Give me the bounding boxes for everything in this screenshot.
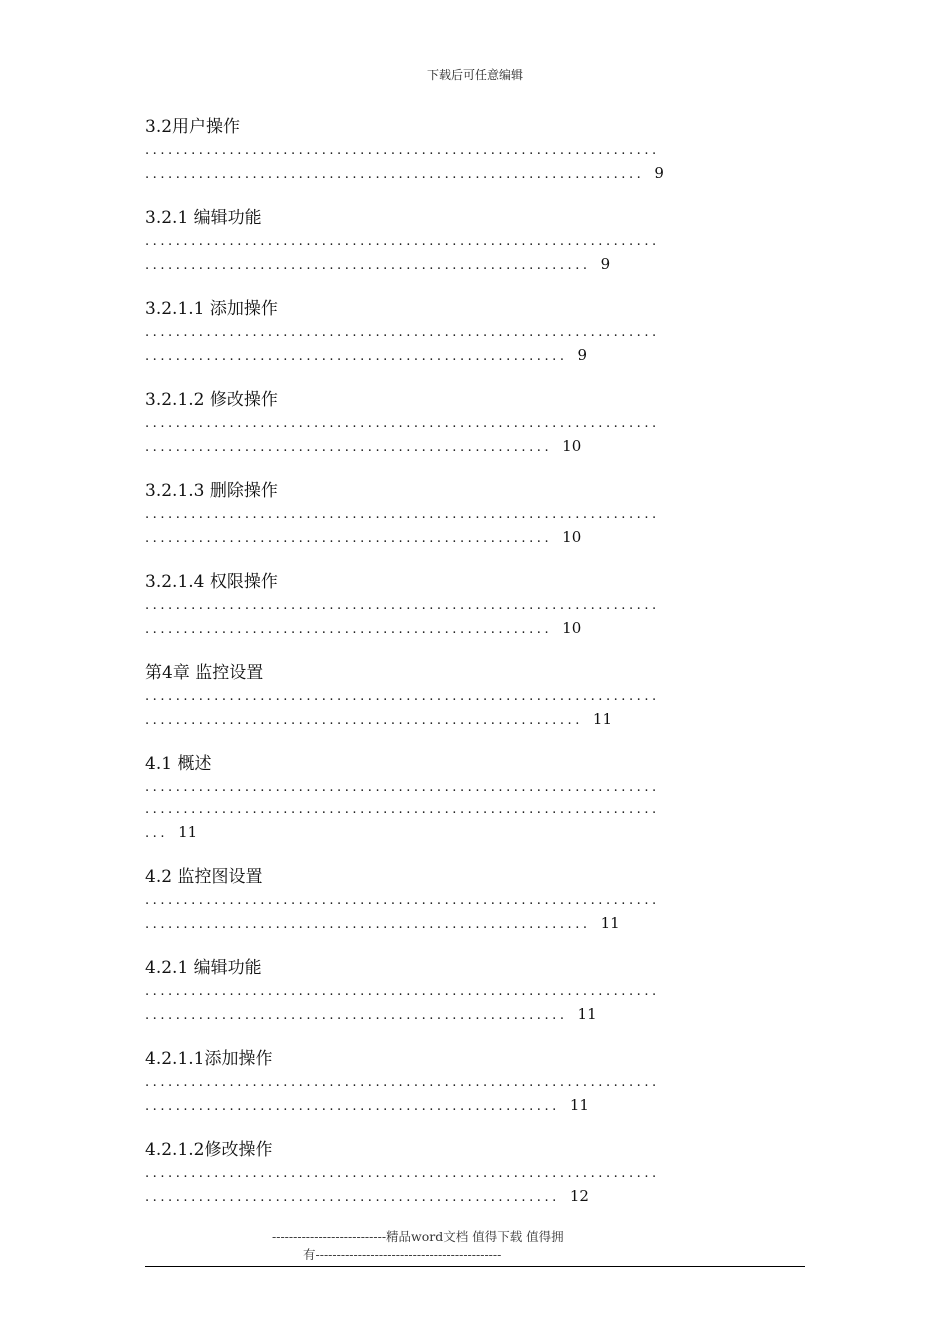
toc-leader-dots: ..................................................... [145, 440, 553, 455]
toc-entry[interactable] [145, 387, 805, 457]
toc-leader-dots: ....................................................... [145, 349, 568, 364]
toc-entry-title: 4.2 监控图设置 [145, 867, 263, 887]
toc-leader-last-line [145, 526, 805, 548]
toc-leader-dots: ................................................................. [145, 167, 645, 182]
toc-entry[interactable] [145, 1137, 805, 1207]
toc-leader-last-line [145, 912, 805, 934]
toc-leader-dots: ..................................................... [145, 531, 553, 546]
toc-page-number: 11 [178, 823, 198, 841]
toc-leader-dots: ................................................................... [145, 1075, 660, 1090]
toc-entry-title: 4.2.1.1添加操作 [145, 1049, 273, 1069]
page-header: 下载后可任意编辑 [426, 68, 523, 82]
toc-leader-last-line [145, 1003, 805, 1025]
toc-leader-dots: ................................................................... [145, 984, 660, 999]
toc-entry[interactable] [145, 864, 805, 934]
toc-entry-title: 3.2.1.1 添加操作 [145, 299, 278, 319]
toc-leader-last-line [145, 1094, 805, 1116]
toc-page-number: 9 [577, 346, 588, 364]
toc-page-number: 10 [562, 528, 582, 546]
toc-entry[interactable] [145, 296, 805, 366]
toc-leader-dots: ................................................................... [145, 893, 660, 908]
toc-leader-dots: .......................................................... [145, 917, 591, 932]
toc-leader-last-line [145, 617, 805, 639]
toc-page-number: 9 [654, 164, 664, 182]
toc-entry-title: 3.2.1 编辑功能 [145, 208, 262, 228]
page-footer [145, 1228, 805, 1267]
toc-entry-title: 3.2.1.4 权限操作 [145, 572, 278, 592]
toc-leader-dots: ................................................................... [145, 507, 660, 522]
toc-leader-dots: ...................................................... [145, 1099, 560, 1114]
toc-entry-title: 4.2.1 编辑功能 [145, 958, 262, 978]
toc-leader-dots: ................................................................... [145, 234, 660, 249]
toc-leader-last-line [145, 708, 805, 730]
footer-line-1: ---------------------------精品word文档 值得下载 值得拥 [272, 1229, 564, 1244]
toc-leader-dots: ..................................................... [145, 622, 553, 637]
footer-rule [145, 1266, 805, 1267]
toc-page-number: 11 [592, 710, 612, 728]
toc-leader-dots: ................................................................... [145, 598, 660, 613]
toc-page-number: 11 [600, 914, 620, 932]
toc-page-number: 9 [600, 255, 611, 273]
toc-entry-title: 4.2.1.2修改操作 [145, 1140, 273, 1160]
toc-page-number: 12 [569, 1187, 589, 1205]
footer-line-2: 有-------------------------------------------- [303, 1247, 502, 1262]
toc-leader-dots: ................................................................... [145, 802, 660, 817]
toc-leader-last-line [145, 344, 805, 366]
toc-leader-last-line [145, 1185, 805, 1207]
toc-leader-last-line [145, 435, 805, 457]
toc-entry-title: 第4章 监控设置 [145, 663, 264, 683]
toc-leader-dots: ................................................................... [145, 1166, 660, 1181]
toc-entry-title: 4.1 概述 [145, 754, 212, 774]
toc-leader-dots: .......................................................... [145, 258, 591, 273]
toc-entry[interactable] [145, 1046, 805, 1116]
toc-page-number: 11 [569, 1096, 589, 1114]
toc-leader-dots: ....................................................... [145, 1008, 568, 1023]
toc-leader-last-line [145, 821, 805, 843]
toc-entry[interactable] [145, 751, 805, 843]
toc-leader-dots: ................................................................... [145, 780, 660, 795]
toc-leader-last-line [145, 162, 805, 184]
toc-entry-title: 3.2用户操作 [145, 117, 241, 137]
toc-page-number: 10 [562, 437, 582, 455]
toc-leader-last-line [145, 253, 805, 275]
toc-leader-dots: ... [145, 826, 169, 841]
toc-leader-dots: ................................................................... [145, 416, 660, 431]
toc-page-number: 11 [577, 1005, 597, 1023]
toc-entry[interactable] [145, 205, 805, 275]
toc-page-number: 10 [562, 619, 582, 637]
toc-entry-title: 3.2.1.3 删除操作 [145, 481, 278, 501]
toc-leader-dots: ................................................................... [145, 325, 660, 340]
toc-leader-dots: ......................................................... [145, 713, 583, 728]
toc-entry[interactable] [145, 114, 805, 184]
toc-entry-title: 3.2.1.2 修改操作 [145, 390, 278, 410]
toc-leader-dots: ................................................................... [145, 143, 660, 158]
table-of-contents [145, 114, 805, 1228]
toc-leader-dots: ...................................................... [145, 1190, 560, 1205]
toc-entry[interactable] [145, 478, 805, 548]
toc-leader-dots: ................................................................... [145, 689, 660, 704]
toc-entry[interactable] [145, 569, 805, 639]
toc-entry[interactable] [145, 955, 805, 1025]
toc-entry[interactable] [145, 660, 805, 730]
